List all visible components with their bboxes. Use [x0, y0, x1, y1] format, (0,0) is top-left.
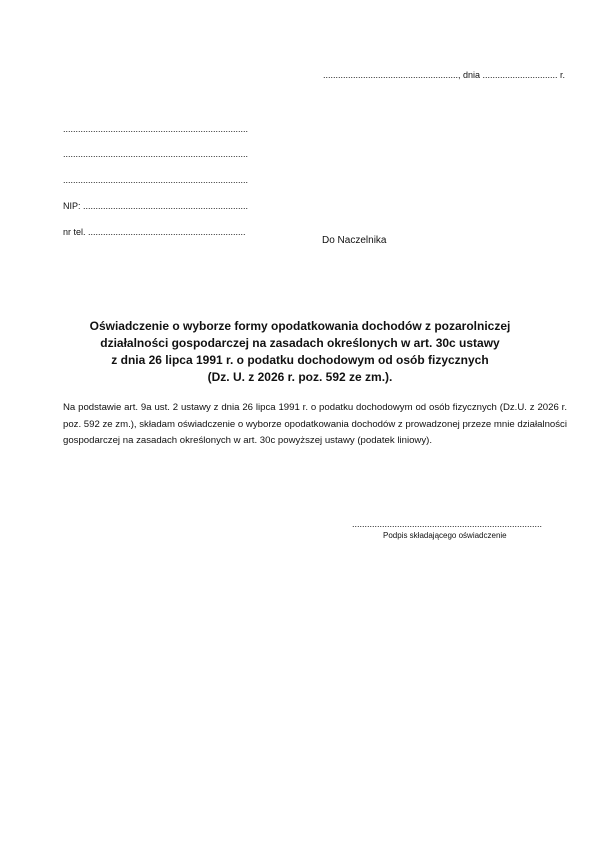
title-line: Oświadczenie o wyborze formy opodatkowania dochodów z pozarolniczej	[89, 319, 511, 333]
title-line: (Dz. U. z 2026 r. poz. 592 ze zm.).	[207, 370, 393, 384]
signature-line: ............................................................................	[352, 519, 543, 529]
declaration-body: Na podstawie art. 9a ust. 2 ustawy z dnia 26 lipca 1991 r. o podatku dochodowym od osób fizycznych (Dz.U. z 2026 r. poz. 592 ze zm.), składam oświadczenie o wyborze opodatkowania dochodów z prowadzonej przeze mnie działalności gospodarczej na zasadach określonych w art. 30c powyższej ustawy (podatek liniowy).	[63, 402, 567, 446]
signature-label: Podpis składającego oświadczenie	[383, 531, 507, 540]
name-field: ..........................................................................	[63, 124, 249, 134]
recipient: Do Naczelnika	[322, 235, 387, 246]
date-line: ......................................................, dnia .............................. r.	[323, 70, 566, 80]
nip-field: NIP: ..................................................................	[63, 201, 249, 211]
document-title	[60, 318, 540, 386]
address-field-1: ..........................................................................	[63, 149, 249, 159]
address-field-2: ..........................................................................	[63, 175, 249, 185]
title-line: działalności gospodarczej na zasadach określonych w art. 30c ustawy	[100, 336, 500, 350]
phone-field: nr tel. ...............................................................	[63, 227, 246, 237]
title-line: z dnia 26 lipca 1991 r. o podatku dochodowym od osób fizycznych	[111, 353, 489, 367]
